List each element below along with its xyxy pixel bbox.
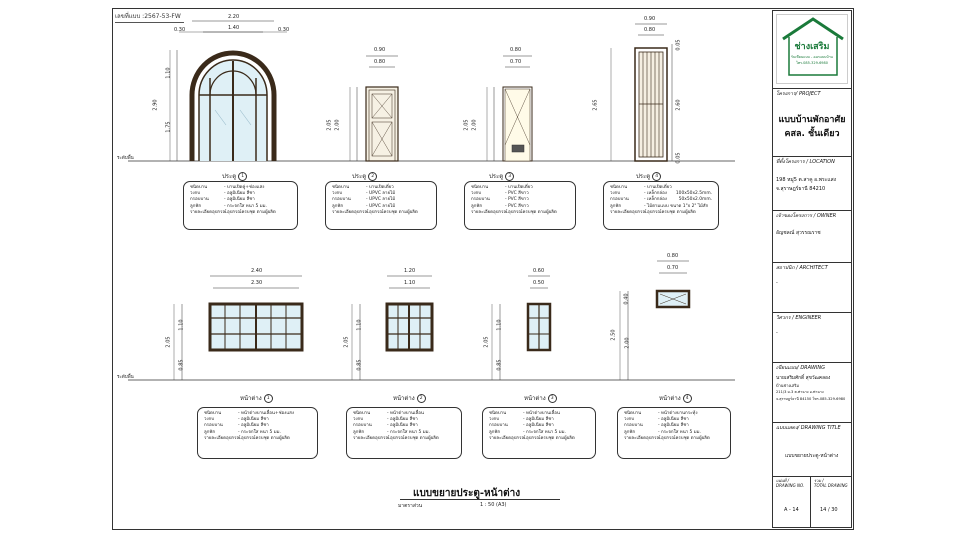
- tb-divider: [772, 312, 852, 313]
- spec-row: ชนิดบาน - บานเปิดเดี่ยว: [471, 185, 533, 190]
- spec-row: ชนิดบาน - หน้าต่างบานกระทุ้ง: [624, 411, 698, 416]
- window-4-elevation: [620, 261, 689, 380]
- spec-row: ชนิดบาน - บานเปิดเดี่ยว: [610, 185, 672, 190]
- window-1-height-total: 2.05: [165, 336, 172, 348]
- logo-subtitle: รับเขียนแบบ - ออกแบบบ้าน: [791, 55, 833, 59]
- scale-value: 1 : 50 (A3): [480, 502, 507, 508]
- door-4-mid-dim: 0.80: [644, 27, 656, 33]
- ground-level-label-windows: ระดับพื้น: [117, 375, 134, 380]
- window-2-height-sill: 0.85: [356, 359, 363, 371]
- spec-row: กรอบบาน - เหล็กกล่อง 50x50x2.0mm.: [610, 197, 712, 203]
- project-label: โครงการ/ PROJECT: [776, 91, 821, 97]
- spec-row: กรอบบาน - อลูมิเนียม สีชา: [489, 423, 554, 429]
- spec-row: กรอบบาน - อลูมิเนียม สีชา: [353, 423, 418, 429]
- spec-row: ชนิดบาน - บานเปิดคู่+ช่องแสง: [190, 185, 265, 190]
- drawing-title: แบบขยายประตู-หน้าต่าง: [413, 488, 521, 499]
- door-3-height-bottom: 2.00: [471, 119, 478, 131]
- window-2-spec-box: [346, 407, 462, 459]
- window-3-top-dim: 0.60: [533, 268, 545, 274]
- door-4-elevation: [611, 24, 672, 161]
- spec-row: ชนิดบาน - หน้าต่างบานเลื่อน: [489, 411, 560, 416]
- ground-level-label-doors: ระดับพื้น: [117, 156, 134, 161]
- door-4-height-total: 2.65: [592, 99, 599, 111]
- spec-row: ลูกฟัก - กระจกใส หนา 5 มม.: [489, 429, 566, 435]
- door-3-height-total: 2.05: [463, 119, 470, 131]
- door-1-height-bottom: 1.75: [165, 121, 172, 133]
- spec-row: ชนิดบาน - หน้าต่างบานเลื่อน+ช่องแสง: [204, 411, 294, 416]
- spec-row: รายละเอียดอุปกรณ์ - อุปกรณ์ครบชุด ตามผู้ผลิต: [624, 435, 710, 441]
- tb-divider: [772, 422, 852, 423]
- window-2-elevation: [352, 276, 432, 380]
- window-1-mid-dim: 2.30: [251, 280, 263, 286]
- location-line1: 198 หมู่5 ต.สาคู อ.พระแสง: [776, 177, 837, 183]
- spec-row: กรอบบาน - อลูมิเนียม สีชา: [624, 423, 689, 429]
- window-2-callout: หน้าต่าง 2: [393, 393, 426, 403]
- window-2-top-dim: 1.20: [404, 268, 416, 274]
- company-logo: [776, 14, 848, 84]
- spec-row: ลูกฟัก - PVC สีขาว: [471, 203, 529, 209]
- door-4-callout: ประตู 4: [636, 171, 661, 181]
- window-1-elevation: [174, 276, 302, 380]
- door-3-callout: ประตู 3: [489, 171, 514, 181]
- total-drawing-label: รวม / TOTAL DRAWING: [814, 478, 848, 488]
- door-1-mid-dim: 1.40: [228, 25, 240, 31]
- spec-row: ลูกฟัก - ไม้ตามแบบ ขนาด 1"x 2" ไม้สัก: [610, 203, 709, 209]
- tb-divider: [772, 262, 852, 263]
- spec-row: รายละเอียดอุปกรณ์ - อุปกรณ์ครบชุด ตามผู้ผลิต: [489, 435, 575, 441]
- spec-row: วงกบ - อลูมิเนียม สีชา: [624, 417, 689, 423]
- project-name-line1: แบบบ้านพักอาศัย: [778, 115, 846, 125]
- spec-row: กรอบบาน - UPVC ลายไม้: [332, 197, 396, 203]
- logo-name: ช่างเสริม: [794, 42, 830, 52]
- window-1-height-sill: 0.85: [178, 359, 185, 371]
- spec-row: รายละเอียดอุปกรณ์ - อุปกรณ์ครบชุด ตามผู้ผลิต: [190, 209, 276, 215]
- spec-row: รายละเอียดอุปกรณ์ - อุปกรณ์ครบชุด ตามผู้ผลิต: [471, 209, 557, 215]
- window-4-height-sill: 2.00: [624, 337, 631, 349]
- window-3-spec-box: [482, 407, 596, 459]
- drawer-name: นายเสริมศักดิ์ สุขวัฒคลอง: [776, 376, 831, 381]
- owner-label: เจ้าของโครงการ / OWNER: [776, 213, 837, 219]
- engineer-label: วิศวกร / ENGINEER: [776, 315, 822, 321]
- window-3-height-total: 2.05: [483, 336, 490, 348]
- logo-phone: โทร.085-329-6980: [796, 61, 828, 65]
- tb-divider: [772, 476, 852, 477]
- door-4-height-top: 0.05: [675, 39, 682, 51]
- door-1-elevation: [170, 21, 290, 161]
- window-1-spec-box: [197, 407, 318, 459]
- window-3-height-window: 1.10: [496, 319, 503, 331]
- tb-vertical-divider: [810, 476, 811, 528]
- window-4-height-window: 0.40: [623, 293, 630, 305]
- scale-label: มาตราส่วน: [398, 503, 423, 509]
- door-3-elevation: [487, 56, 532, 161]
- window-3-callout: หน้าต่าง 3: [524, 393, 557, 403]
- tb-divider: [772, 88, 852, 89]
- door-4-height-bottom-2: 0.05: [675, 152, 682, 164]
- door-1-side-left-dim: 0.30: [174, 27, 186, 33]
- window-3-mid-dim: 0.50: [533, 280, 545, 286]
- window-4-spec-box: [617, 407, 731, 459]
- spec-row: ชนิดบาน - บานเปิดเดี่ยว: [332, 185, 394, 190]
- door-1-height-top: 1.10: [165, 67, 172, 79]
- door-2-spec-box: [325, 181, 437, 230]
- total-drawing-value: 14 / 30: [820, 507, 838, 513]
- door-4-spec-box: [603, 181, 719, 230]
- door-4-height-bottom: 2.60: [675, 99, 682, 111]
- drawing-title-value: แบบขยายประตู-หน้าต่าง: [785, 453, 839, 459]
- engineer-value: -: [776, 330, 778, 336]
- spec-row: วงกบ - อลูมิเนียม สีชา: [204, 417, 269, 423]
- spec-row: กรอบบาน - อลูมิเนียม สีชา: [190, 197, 255, 203]
- drawing-title-underline: [400, 499, 560, 500]
- window-4-callout: หน้าต่าง 4: [659, 393, 692, 403]
- spec-row: กรอบบาน - PVC สีขาว: [471, 197, 529, 203]
- spec-row: วงกบ - เหล็กกล่อง 100x50x2.5mm.: [610, 191, 712, 197]
- door-1-height-total: 2.90: [152, 99, 159, 111]
- window-2-height-window: 1.10: [356, 319, 363, 331]
- spec-row: วงกบ - UPVC ลายไม้: [332, 191, 396, 197]
- door-1-side-right-dim: 0.30: [278, 27, 290, 33]
- spec-row: ลูกฟัก - กระจกใส หนา 5 มม.: [190, 203, 267, 209]
- drawer-line4: จ.สุราษฎร์ธานี 84150 โทร.085-329-6980: [776, 397, 846, 401]
- door-2-elevation: [350, 56, 398, 161]
- door-3-mid-dim: 0.70: [510, 59, 522, 65]
- window-1-top-dim: 2.40: [251, 268, 263, 274]
- spec-row: วงกบ - อลูมิเนียม สีชา: [190, 191, 255, 197]
- tb-divider: [772, 156, 852, 157]
- door-2-top-dim: 0.90: [374, 47, 386, 53]
- door-4-top-dim: 0.90: [644, 16, 656, 22]
- door-2-height-bottom: 2.00: [334, 119, 341, 131]
- window-1-height-window: 1.10: [178, 319, 185, 331]
- owner-value: อัญชลณ์ สุวรรณราช: [776, 230, 821, 236]
- spec-row: ลูกฟัก - กระจกใส หนา 5 มม.: [204, 429, 281, 435]
- door-1-callout: ประตู 1: [222, 171, 247, 181]
- sheet-no-label: แผ่นที่ / DRAWING NO.: [776, 478, 805, 488]
- project-name-line2: คสล. ชั้นเดียว: [784, 129, 840, 139]
- spec-row: ลูกฟัก - UPVC ลายไม้: [332, 203, 396, 209]
- spec-row: กรอบบาน - อลูมิเนียม สีชา: [204, 423, 269, 429]
- drawer-line2: บ้านช่างเสริม: [776, 383, 800, 388]
- spec-row: รายละเอียดอุปกรณ์ - อุปกรณ์ครบชุด ตามผู้ผลิต: [332, 209, 418, 215]
- drawer-line3: 211/3 ม.3 ต.ท่าฉาง อ.ท่าฉาง: [776, 390, 824, 394]
- window-2-mid-dim: 1.10: [404, 280, 416, 286]
- door-1-spec-box: [183, 181, 298, 230]
- sheet-number: เลขที่แบบ :2567-53-FW: [115, 11, 184, 23]
- window-4-top-dim: 0.80: [667, 253, 679, 259]
- spec-row: ชนิดบาน - หน้าต่างบานเลื่อน: [353, 411, 424, 416]
- door-2-mid-dim: 0.80: [374, 59, 386, 65]
- architect-value: -: [776, 280, 778, 286]
- window-3-height-sill: 0.85: [496, 359, 503, 371]
- spec-row: รายละเอียดอุปกรณ์ - อุปกรณ์ครบชุด ตามผู้ผลิต: [610, 209, 696, 215]
- window-1-callout: หน้าต่าง 1: [240, 393, 273, 403]
- door-3-spec-box: [464, 181, 576, 230]
- door-3-top-dim: 0.80: [510, 47, 522, 53]
- sheet-no-value: A - 14: [784, 507, 799, 513]
- spec-row: วงกบ - อลูมิเนียม สีชา: [353, 417, 418, 423]
- location-line2: จ.สุราษฎร์ธานี 84210: [776, 186, 826, 192]
- door-1-top-dim: 2.20: [228, 14, 240, 20]
- spec-row: รายละเอียดอุปกรณ์ - อุปกรณ์ครบชุด ตามผู้ผลิต: [353, 435, 439, 441]
- window-2-height-total: 2.05: [343, 336, 350, 348]
- window-4-mid-dim: 0.70: [667, 265, 679, 271]
- spec-row: วงกบ - อลูมิเนียม สีชา: [489, 417, 554, 423]
- architect-label: สถาปนิก / ARCHITECT: [776, 265, 828, 271]
- door-2-callout: ประตู 2: [352, 171, 377, 181]
- spec-row: วงกบ - PVC สีขาว: [471, 191, 529, 197]
- location-label: ที่ตั้งโครงการ / LOCATION: [776, 159, 835, 165]
- spec-row: รายละเอียดอุปกรณ์ - อุปกรณ์ครบชุด ตามผู้ผลิต: [204, 435, 290, 441]
- spec-row: ลูกฟัก - กระจกใส หนา 5 มม.: [624, 429, 701, 435]
- drawing-title-label: แบบแสดง/ DRAWING TITLE: [776, 425, 841, 431]
- spec-row: ลูกฟัก - กระจกใส หนา 5 มม.: [353, 429, 430, 435]
- drawing-by-label: เขียนแบบ/ DRAWING: [776, 365, 826, 371]
- tb-divider: [772, 210, 852, 211]
- door-2-height-total: 2.05: [326, 119, 333, 131]
- window-4-height-total: 2.50: [610, 329, 617, 341]
- tb-divider: [772, 362, 852, 363]
